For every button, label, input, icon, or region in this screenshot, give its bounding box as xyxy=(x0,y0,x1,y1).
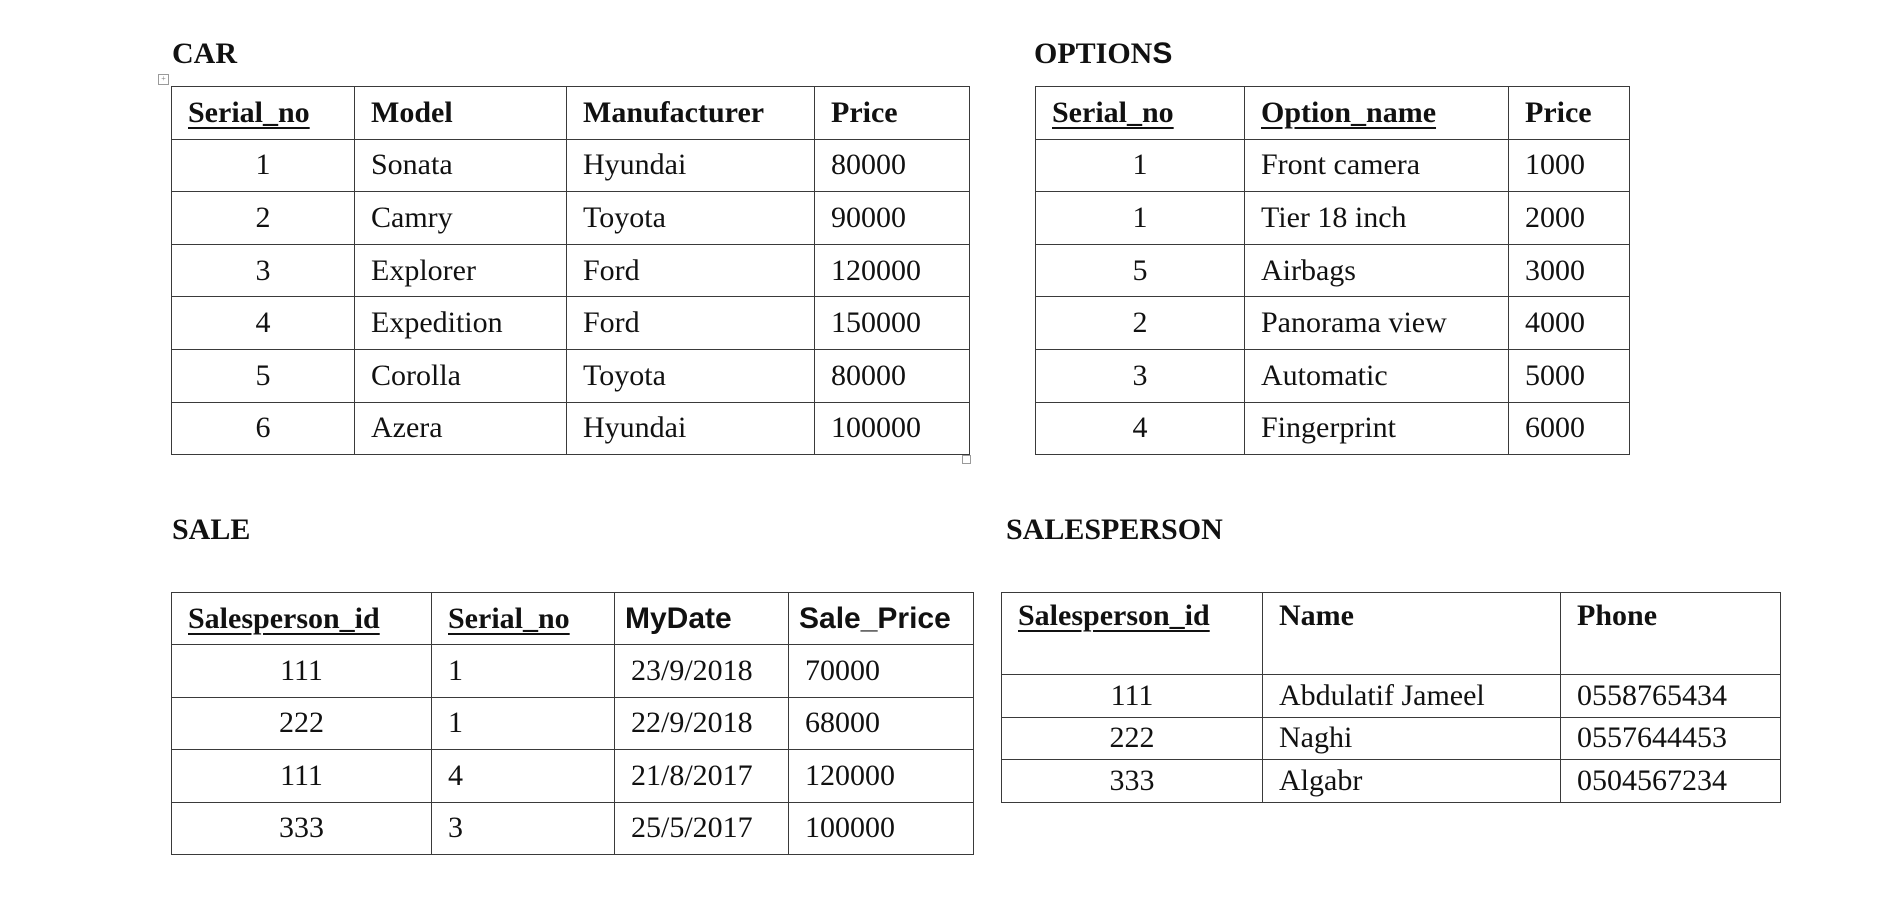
cell-price: 80000 xyxy=(815,139,970,192)
column-header-manufacturer: Manufacturer xyxy=(567,87,815,140)
table-header-row xyxy=(172,593,974,645)
column-header-model: Model xyxy=(355,87,567,140)
cell-serial-no: 3 xyxy=(432,802,615,854)
cell-mydate: 25/5/2017 xyxy=(615,802,789,854)
cell-salesperson-id: 333 xyxy=(1002,760,1263,803)
cell-price: 2000 xyxy=(1509,192,1630,245)
table-row xyxy=(172,349,970,402)
cell-mydate: 23/9/2018 xyxy=(615,645,789,697)
cell-price: 150000 xyxy=(815,297,970,350)
cell-salesperson-id: 222 xyxy=(1002,717,1263,760)
table-row xyxy=(1002,717,1781,760)
cell-serial-no: 1 xyxy=(1036,139,1245,192)
cell-manufacturer: Toyota xyxy=(567,192,815,245)
cell-model: Corolla xyxy=(355,349,567,402)
table-row xyxy=(1036,402,1630,455)
sale-table-title: SALE xyxy=(172,513,251,546)
cell-mydate: 21/8/2017 xyxy=(615,750,789,802)
car-table xyxy=(171,86,970,455)
table-row xyxy=(1002,760,1781,803)
cell-salesperson-id: 111 xyxy=(1002,675,1263,718)
cell-model: Expedition xyxy=(355,297,567,350)
cell-sale-price: 68000 xyxy=(789,697,974,749)
column-header-mydate: MyDate xyxy=(615,593,789,645)
cell-salesperson-id: 222 xyxy=(172,697,432,749)
sale-table xyxy=(171,592,974,855)
cell-serial-no: 1 xyxy=(1036,192,1245,245)
table-row xyxy=(1036,192,1630,245)
cell-price: 4000 xyxy=(1509,297,1630,350)
table-row xyxy=(172,244,970,297)
cell-name: Algabr xyxy=(1263,760,1561,803)
cell-salesperson-id: 111 xyxy=(172,645,432,697)
cell-price: 3000 xyxy=(1509,244,1630,297)
cell-sale-price: 70000 xyxy=(789,645,974,697)
cell-phone: 0557644453 xyxy=(1561,717,1781,760)
cell-phone: 0558765434 xyxy=(1561,675,1781,718)
table-row xyxy=(1002,675,1781,718)
cell-model: Explorer xyxy=(355,244,567,297)
column-header-name: Name xyxy=(1263,593,1561,675)
cell-mydate: 22/9/2018 xyxy=(615,697,789,749)
salesperson-table-title: SALESPERSON xyxy=(1006,513,1223,546)
cell-price: 120000 xyxy=(815,244,970,297)
cell-serial-no: 1 xyxy=(432,697,615,749)
cell-salesperson-id: 111 xyxy=(172,750,432,802)
cell-serial-no: 3 xyxy=(1036,349,1245,402)
cell-serial-no: 3 xyxy=(172,244,355,297)
table-row xyxy=(172,402,970,455)
column-header-price: Price xyxy=(815,87,970,140)
cell-model: Sonata xyxy=(355,139,567,192)
table-row xyxy=(1036,297,1630,350)
table-header-row xyxy=(1036,87,1630,140)
car-table-title: CAR xyxy=(172,37,237,70)
cell-serial-no: 5 xyxy=(172,349,355,402)
options-table xyxy=(1035,86,1630,455)
options-title-main: OPTION xyxy=(1034,37,1153,70)
cell-price: 80000 xyxy=(815,349,970,402)
cell-serial-no: 4 xyxy=(172,297,355,350)
cell-model: Camry xyxy=(355,192,567,245)
cell-serial-no: 4 xyxy=(432,750,615,802)
table-row xyxy=(172,697,974,749)
cell-serial-no: 2 xyxy=(1036,297,1245,350)
cell-manufacturer: Hyundai xyxy=(567,139,815,192)
column-header-salesperson-id: Salesperson_id xyxy=(172,593,432,645)
table-header-row xyxy=(1002,593,1781,675)
cell-price: 100000 xyxy=(815,402,970,455)
column-header-serial-no: Serial_no xyxy=(432,593,615,645)
table-resize-handle[interactable] xyxy=(962,455,971,464)
cell-option-name: Fingerprint xyxy=(1245,402,1509,455)
table-row xyxy=(172,802,974,854)
column-header-phone: Phone xyxy=(1561,593,1781,675)
cell-serial-no: 1 xyxy=(432,645,615,697)
cell-manufacturer: Ford xyxy=(567,244,815,297)
cell-serial-no: 1 xyxy=(172,139,355,192)
cell-serial-no: 4 xyxy=(1036,402,1245,455)
cell-price: 1000 xyxy=(1509,139,1630,192)
table-row xyxy=(172,297,970,350)
cell-sale-price: 120000 xyxy=(789,750,974,802)
cell-name: Naghi xyxy=(1263,717,1561,760)
cell-option-name: Automatic xyxy=(1245,349,1509,402)
table-row xyxy=(1036,349,1630,402)
cell-sale-price: 100000 xyxy=(789,802,974,854)
cell-option-name: Panorama view xyxy=(1245,297,1509,350)
cell-price: 5000 xyxy=(1509,349,1630,402)
cell-option-name: Airbags xyxy=(1245,244,1509,297)
table-row xyxy=(172,139,970,192)
cell-model: Azera xyxy=(355,402,567,455)
table-move-handle[interactable]: + xyxy=(158,74,169,85)
table-row xyxy=(1036,244,1630,297)
salesperson-table xyxy=(1001,592,1781,803)
cell-serial-no: 2 xyxy=(172,192,355,245)
cell-salesperson-id: 333 xyxy=(172,802,432,854)
cell-serial-no: 5 xyxy=(1036,244,1245,297)
table-row xyxy=(172,750,974,802)
cell-serial-no: 6 xyxy=(172,402,355,455)
cell-manufacturer: Toyota xyxy=(567,349,815,402)
column-header-option-name: Option_name xyxy=(1245,87,1509,140)
column-header-sale-price: Sale_Price xyxy=(789,593,974,645)
cell-manufacturer: Hyundai xyxy=(567,402,815,455)
cell-price: 6000 xyxy=(1509,402,1630,455)
table-row xyxy=(172,645,974,697)
options-title-tail: S xyxy=(1152,37,1173,70)
column-header-serial-no: Serial_no xyxy=(1036,87,1245,140)
cell-name: Abdulatif Jameel xyxy=(1263,675,1561,718)
column-header-serial-no: Serial_no xyxy=(172,87,355,140)
cell-option-name: Tier 18 inch xyxy=(1245,192,1509,245)
cell-price: 90000 xyxy=(815,192,970,245)
table-row xyxy=(172,192,970,245)
column-header-price: Price xyxy=(1509,87,1630,140)
table-header-row xyxy=(172,87,970,140)
column-header-salesperson-id: Salesperson_id xyxy=(1002,593,1263,675)
cell-manufacturer: Ford xyxy=(567,297,815,350)
cell-phone: 0504567234 xyxy=(1561,760,1781,803)
cell-option-name: Front camera xyxy=(1245,139,1509,192)
table-row xyxy=(1036,139,1630,192)
options-table-title xyxy=(1034,39,1172,69)
